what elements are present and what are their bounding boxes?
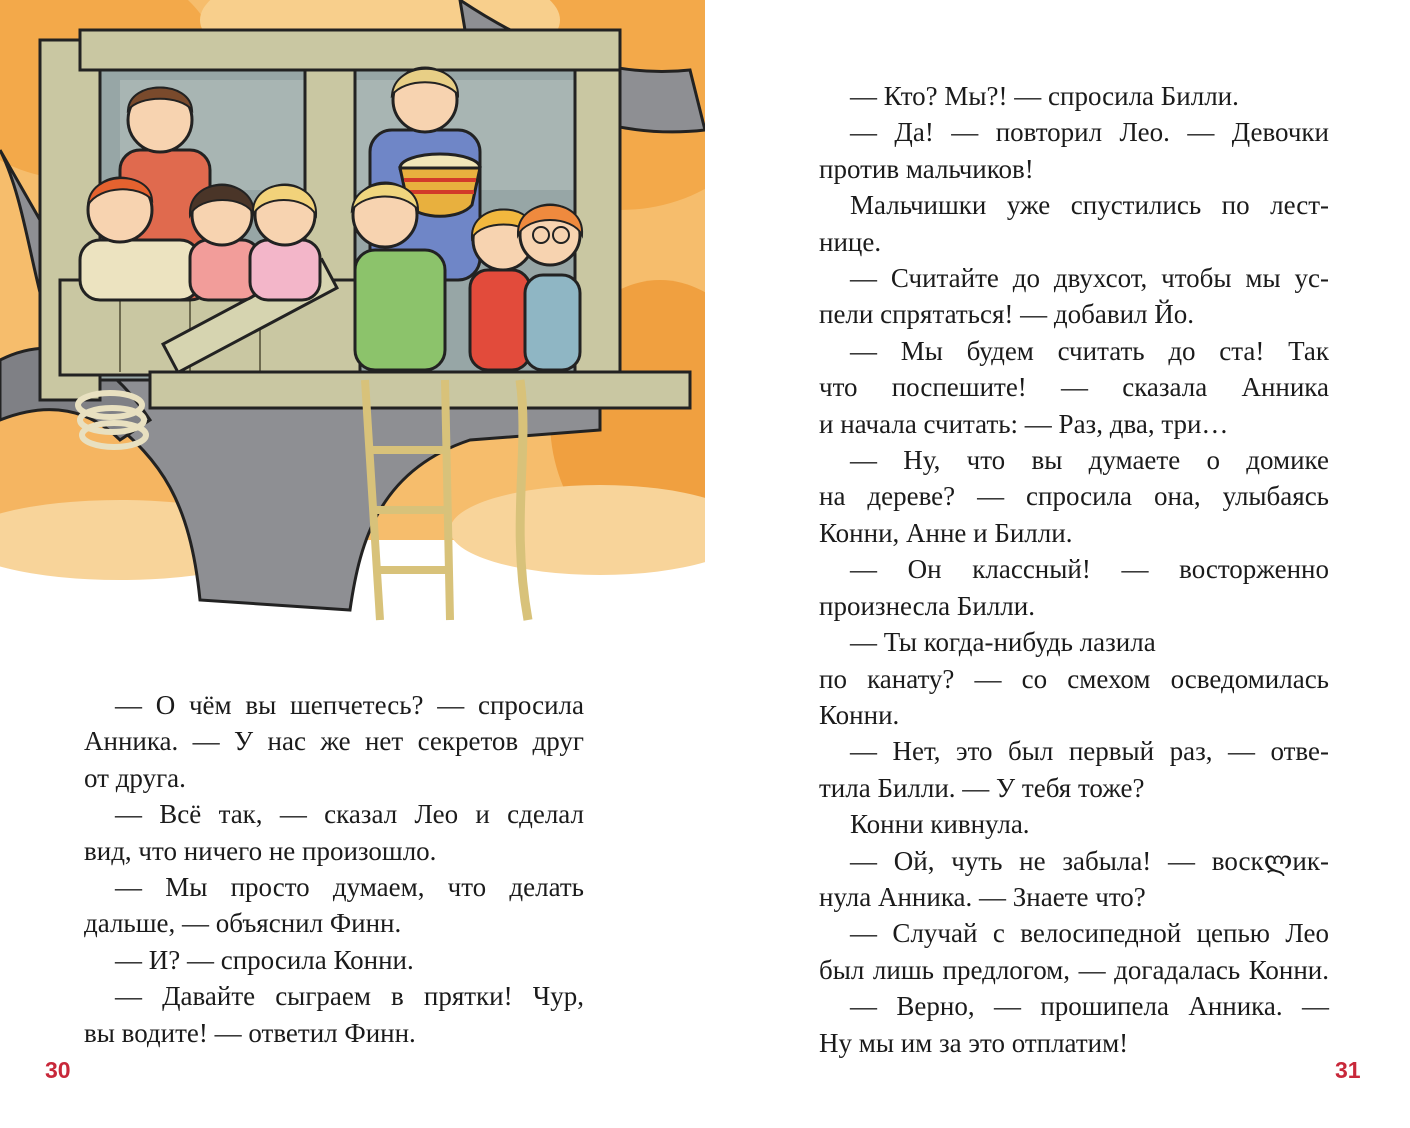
text-line: вид, что ничего не произошло. bbox=[84, 835, 437, 866]
text-line: нула Анника. — Знаете что? bbox=[819, 881, 1146, 912]
treehouse-floor bbox=[150, 372, 690, 408]
text-line: произнесла Билли. bbox=[819, 590, 1035, 621]
treehouse-beam bbox=[80, 30, 620, 70]
text-line: Мальчишки уже спустились по лест- bbox=[850, 190, 1329, 221]
text-line: — Кто? Мы?! — спросила Билли. bbox=[850, 81, 1239, 111]
text-line: вы водите! — ответил Финн. bbox=[84, 1017, 416, 1048]
text-line: по канату? — со смехом осведомилась bbox=[819, 663, 1329, 694]
text-line: — Да! — повторил Лео. — Девочки bbox=[850, 117, 1329, 148]
page-number-left: 30 bbox=[45, 1057, 71, 1083]
text-line: против мальчиков! bbox=[819, 153, 1034, 184]
text-line: — Верно, — прошипела Анника. — bbox=[850, 991, 1329, 1022]
text-line: на дереве? — спросила она, улыбаясь bbox=[819, 481, 1329, 512]
text-line: дальше, — объяснил Финн. bbox=[84, 908, 402, 939]
text-line: и начала считать: — Раз, два, три… bbox=[819, 408, 1229, 439]
text-line: — Он классный! — восторженно bbox=[850, 554, 1329, 585]
text-line: что поспешите! — сказала Анника bbox=[819, 372, 1329, 403]
text-line: — Нет, это был первый раз, — отве- bbox=[850, 736, 1329, 767]
text-line: — Считайте до двухсот, чтобы мы ус- bbox=[850, 263, 1329, 294]
text-line: нице. bbox=[819, 226, 882, 257]
text-line: тила Билли. — У тебя тоже? bbox=[819, 772, 1145, 803]
left-page-text bbox=[84, 687, 584, 1051]
page-number-right: 31 bbox=[1335, 1057, 1361, 1083]
text-line: был лишь предлогом, — догадалась Конни. bbox=[819, 954, 1329, 985]
text-line: от друга. bbox=[84, 762, 186, 793]
text-line: — Ой, чуть не забыла! — воскლик- bbox=[850, 845, 1329, 876]
text-line: — О чём вы шепчетесь? — спросила bbox=[115, 690, 584, 720]
text-line: Конни, Анне и Билли. bbox=[819, 517, 1073, 548]
child-figure bbox=[250, 185, 320, 300]
right-page-text bbox=[819, 78, 1329, 1061]
text-line: Конни. bbox=[819, 699, 900, 730]
text-line: Конни кивнула. bbox=[850, 809, 1030, 840]
text-line: — Ну, что вы думаете о домике bbox=[850, 445, 1329, 476]
text-line: — Мы просто думаем, что делать bbox=[115, 872, 584, 903]
text-line: Анника. — У нас же нет секретов друг bbox=[84, 726, 584, 757]
child-figure bbox=[518, 205, 582, 370]
text-line: — Мы будем считать до ста! Так bbox=[850, 335, 1329, 366]
text-line: — Давайте сыграем в прятки! Чур, bbox=[115, 981, 584, 1012]
treehouse-illustration bbox=[0, 0, 705, 650]
text-line: — Случай с велосипедной цепью Лео bbox=[850, 918, 1329, 949]
text-line: — Всё так, — сказал Лео и сделал bbox=[115, 799, 584, 830]
text-line: — Ты когда-нибудь лазила bbox=[850, 627, 1156, 658]
text-line: Ну мы им за это отплатим! bbox=[819, 1027, 1129, 1058]
right-page bbox=[705, 0, 1410, 1128]
text-line: — И? — спросила Конни. bbox=[115, 944, 414, 975]
text-line: пели спрятаться! — добавил Йо. bbox=[819, 299, 1195, 330]
